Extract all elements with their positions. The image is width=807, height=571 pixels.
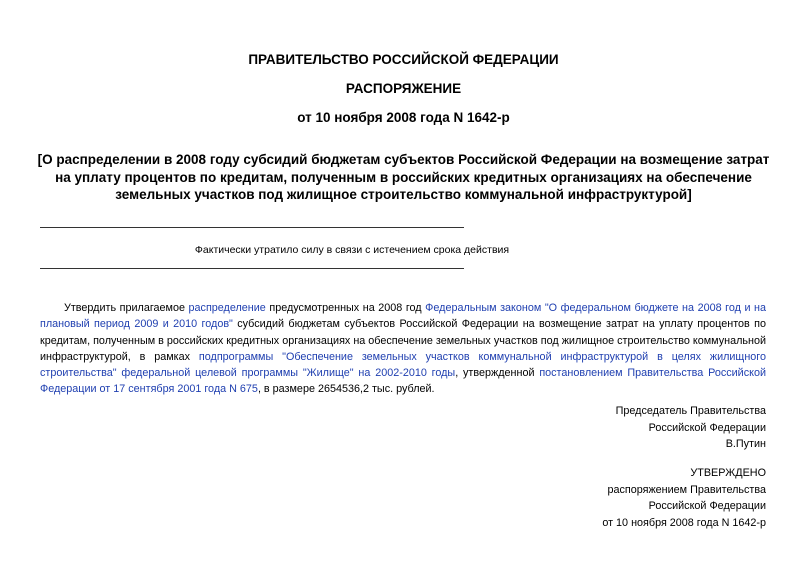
status-divider-bottom — [40, 268, 464, 269]
signature-position: Председатель Правительства — [615, 405, 766, 417]
signature-name: В.Путин — [725, 438, 766, 450]
status-divider-top — [40, 227, 464, 228]
approval-stamp: УТВЕРЖДЕНО — [690, 467, 766, 479]
government-heading: ПРАВИТЕЛЬСТВО РОССИЙСКОЙ ФЕДЕРАЦИИ — [248, 52, 559, 67]
government-resolution-link[interactable]: постановлением Правительства Российской Федерации от 17 сентября 2001 года N 675 — [40, 367, 766, 396]
signature-organization: Российской Федерации — [648, 421, 766, 434]
body-text-2: предусмотренных на 2008 год — [265, 302, 426, 314]
body-text-3: субсидий бюджетам субъектов Российской Федерации на возмещение затрат на уплату процентов по кредитам, полученным в российских кредитных организациях на обеспечение земельных участков под жилищное строительство коммунальной инфраструктурой, в рамках — [40, 318, 766, 363]
approval-block — [602, 465, 766, 531]
body-text-4: , утвержденной — [455, 367, 540, 380]
document-title: [О распределении в 2008 году субсидий бюджетам субъектов Российской Федерации на возмещение затрат на уплату процентов по кредитам, полученным в российских кредитных организациях на обеспечение земельных участков под жилищное строительство коммунальной инфраструктурой] — [37, 152, 770, 202]
status-note: Фактически утратило силу в связи с истечением срока действия — [194, 244, 510, 256]
distribution-link[interactable]: распределение — [188, 302, 266, 314]
document-type-heading: РАСПОРЯЖЕНИЕ — [345, 81, 462, 96]
federal-budget-law-link[interactable]: Федеральным законом "О федеральном бюджете на 2008 год и на плановый период 2009 и 2010 годов" — [40, 302, 767, 331]
document-date-heading: от 10 ноября 2008 года N 1642-р — [297, 110, 510, 125]
approval-by: распоряжением Правительства — [607, 483, 766, 496]
order-body-paragraph — [40, 300, 766, 398]
housing-subprogram-link[interactable]: подпрограммы "Обеспечение земельных участков коммунальной инфраструктурой в целях жилищного строительства" федеральной целевой программы "Жилище" на 2002-2010 годы — [40, 350, 766, 380]
approval-organization: Российской Федерации — [648, 500, 766, 512]
signature-block — [616, 403, 766, 453]
approval-date: от 10 ноября 2008 года N 1642-р — [602, 516, 766, 529]
body-text-5: , в размере 2654536,2 тыс. рублей. — [257, 383, 435, 396]
body-text-1: Утвердить прилагаемое — [64, 302, 189, 314]
